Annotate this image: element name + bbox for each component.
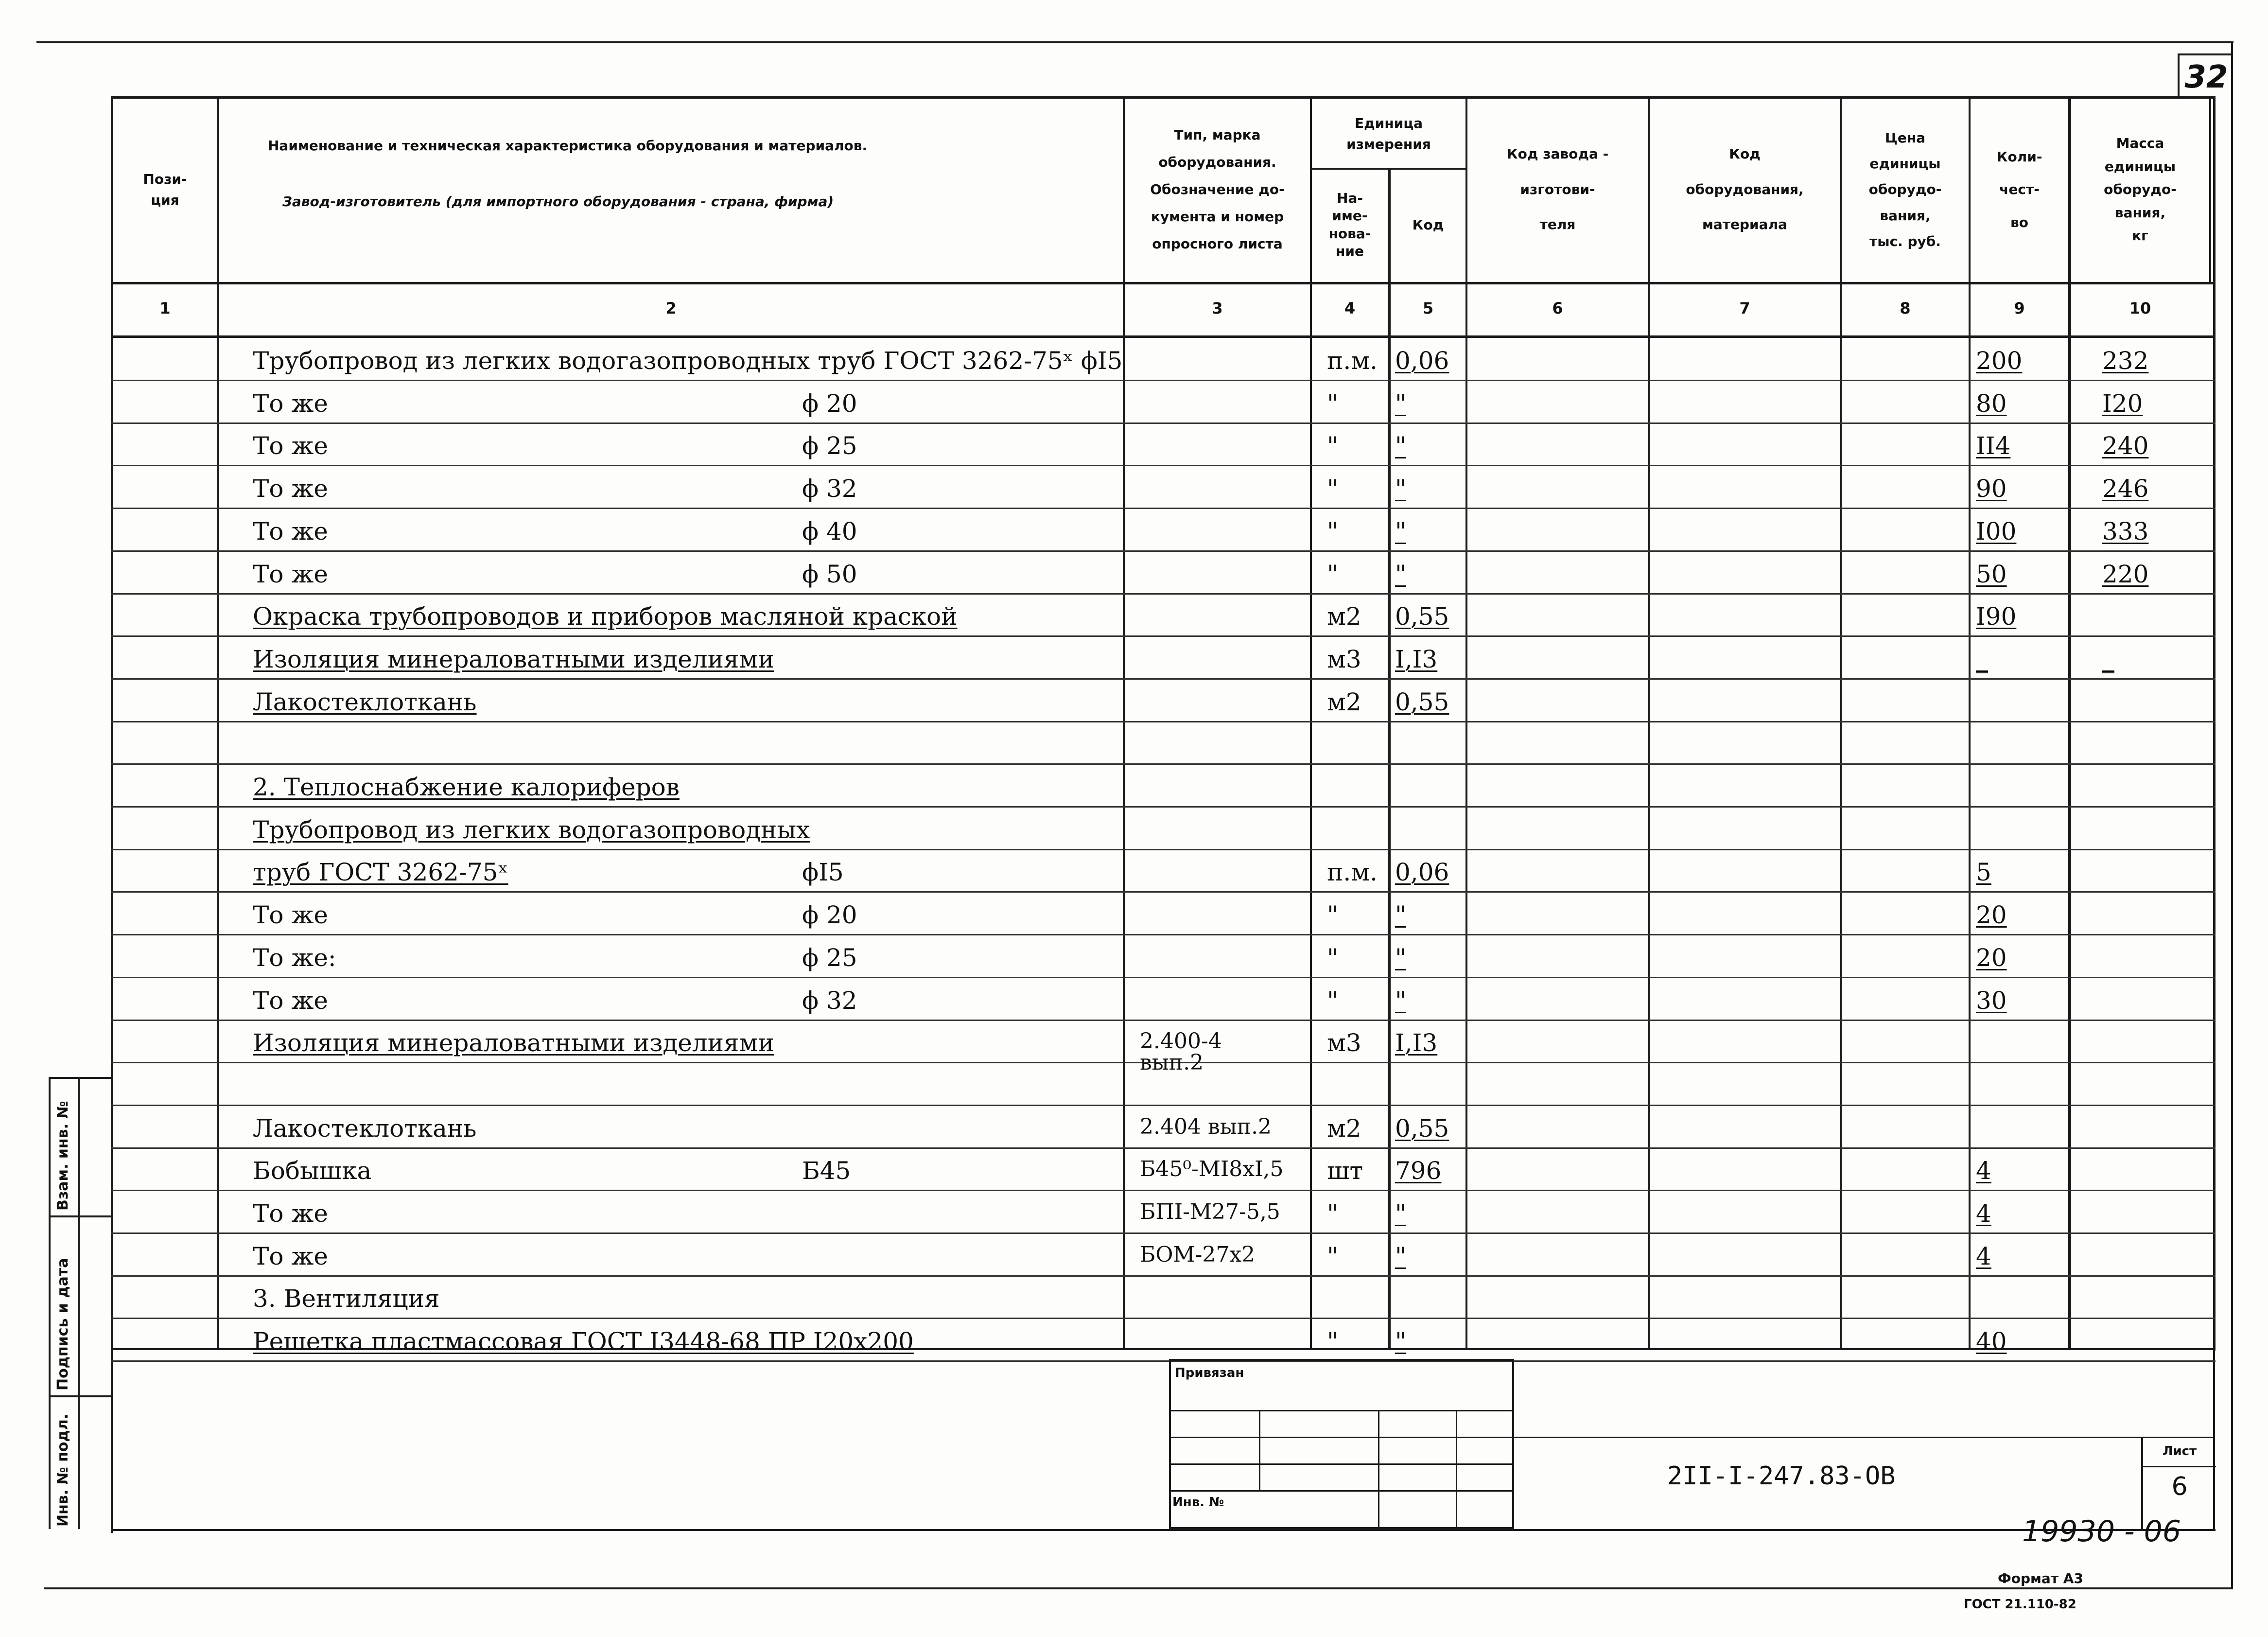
header-mass: Масса единицы оборудо- вания, кг	[2104, 135, 2177, 244]
row-unit: м2	[1327, 602, 1361, 631]
colnum-3: 3	[1212, 299, 1223, 317]
row-unit: "	[1327, 475, 1338, 503]
row-code: "	[1395, 560, 1406, 588]
row-name: То же	[253, 901, 328, 929]
row-type: 2.400-4 вып.2	[1140, 1029, 1222, 1075]
row-name: 2. Теплоснабжение калориферов	[253, 773, 680, 801]
row-quantity: 200	[1976, 347, 2023, 375]
table-row-line	[111, 1190, 2216, 1191]
stamp-left-line	[111, 1348, 113, 1533]
frame-top-line	[36, 41, 2233, 43]
row-unit: м2	[1327, 1114, 1361, 1143]
row-unit: м3	[1327, 645, 1361, 673]
table-row-line	[111, 891, 2216, 893]
row-code: 0,06	[1395, 858, 1449, 886]
row-diameter: ϕ 32	[802, 475, 857, 503]
row-diameter: ϕ 25	[802, 432, 857, 460]
table-row-line	[111, 934, 2216, 935]
row-quantity: I90	[1976, 602, 2017, 631]
row-unit: "	[1327, 1242, 1338, 1270]
row-unit: "	[1327, 432, 1338, 460]
header-type: Тип, марка оборудования. Обозначение до- кумента и номер опросного листа	[1150, 127, 1285, 252]
row-code: "	[1395, 1242, 1406, 1270]
row-quantity: 4	[1976, 1157, 1991, 1185]
row-name: То же	[253, 1199, 328, 1228]
sheet-number-box	[2178, 53, 2233, 99]
row-quantity: II4	[1976, 432, 2011, 460]
row-quantity: 50	[1976, 560, 2007, 588]
row-mass: 220	[2102, 560, 2149, 588]
row-unit: "	[1327, 986, 1338, 1015]
table-row-line	[111, 1318, 2216, 1319]
stamp-col-1	[1259, 1410, 1260, 1490]
col-line-10	[2209, 96, 2211, 283]
row-diameter: Б45	[802, 1157, 851, 1185]
side-strip-div2	[49, 1395, 111, 1397]
handwritten-number: 19930 - 06	[2022, 1514, 2181, 1549]
row-mass: 333	[2102, 517, 2149, 546]
row-unit: п.м.	[1327, 858, 1378, 886]
table-left-line	[111, 96, 113, 1351]
header-price: Цена единицы оборудо- вания, тыс. руб.	[1868, 130, 1942, 249]
colnum-7: 7	[1739, 299, 1750, 317]
side-label-vzam-inv: Взам. инв. №	[54, 1101, 71, 1211]
side-strip-div1	[49, 1215, 111, 1217]
row-diameter: ϕ 50	[802, 560, 857, 588]
table-row-line	[111, 422, 2216, 424]
row-diameter: ϕ 25	[802, 944, 857, 972]
row-mass: 240	[2102, 432, 2149, 460]
row-name: Лакостеклоткань	[253, 688, 477, 716]
row-code: 0,55	[1395, 1114, 1449, 1143]
sheet-number: 32	[2184, 59, 2228, 95]
row-code: "	[1395, 432, 1406, 460]
row-name: То же	[253, 986, 328, 1015]
row-unit: шт	[1327, 1157, 1363, 1185]
row-diameter: ϕI5	[802, 858, 844, 886]
header-equipment-code: Код оборудования, материала	[1686, 145, 1804, 233]
stamp-row-3	[1169, 1463, 1514, 1465]
side-strip-left	[49, 1077, 51, 1529]
row-name: Окраска трубопроводов и приборов масляной краской	[253, 602, 958, 631]
row-quantity: I00	[1976, 517, 2017, 546]
row-name: То же	[253, 432, 328, 460]
unit-sub-line	[1310, 168, 1465, 170]
row-mass: I20	[2102, 389, 2143, 418]
table-row-line	[111, 763, 2216, 765]
row-quantity: 4	[1976, 1199, 1991, 1228]
row-code: I,I3	[1395, 645, 1438, 673]
row-name: Изоляция минераловатными изделиями	[253, 1029, 774, 1057]
document-code: 2II-I-247.83-ОВ	[1667, 1461, 1896, 1491]
row-unit: "	[1327, 944, 1338, 972]
row-type: БПI-М27-5,5	[1140, 1199, 1280, 1224]
stamp-inv-label: Инв. №	[1172, 1495, 1224, 1510]
stamp-col-2	[1378, 1410, 1379, 1529]
row-code: "	[1395, 901, 1406, 929]
row-quantity: 90	[1976, 475, 2007, 503]
row-name: То же:	[253, 944, 336, 972]
table-row-line	[111, 1275, 2216, 1277]
table-row-line	[111, 593, 2216, 595]
row-name: То же	[253, 475, 328, 503]
row-code: 0,06	[1395, 347, 1449, 375]
row-unit: п.м.	[1327, 347, 1378, 375]
row-code: "	[1395, 475, 1406, 503]
gost-label: ГОСТ 21.110-82	[1964, 1597, 2076, 1612]
colnum-4: 4	[1344, 299, 1356, 317]
table-row-line	[111, 508, 2216, 509]
header-unit-code: Код	[1412, 216, 1444, 233]
row-code: 0,55	[1395, 688, 1449, 716]
row-name: То же	[253, 517, 328, 546]
colnum-8: 8	[1900, 299, 1911, 317]
row-quantity: 20	[1976, 944, 2007, 972]
row-unit: "	[1327, 1199, 1338, 1228]
row-name: То же	[253, 389, 328, 418]
row-unit: "	[1327, 560, 1338, 588]
table-row-line	[111, 806, 2216, 808]
row-mass: _	[2102, 645, 2114, 673]
row-quantity: 4	[1976, 1242, 1991, 1270]
header-name-line1: Наименование и техническая характеристика оборудования и материалов.	[268, 138, 868, 154]
stamp-col-3	[1456, 1410, 1457, 1529]
stamp-doc-top-line	[1514, 1437, 2214, 1438]
row-code: "	[1395, 1199, 1406, 1228]
header-name-line2: Завод-изготовитель (для импортного оборудования - страна, фирма)	[282, 194, 834, 210]
row-name: Бобышка	[253, 1157, 372, 1185]
header-unit-name: На- име- нова- ние	[1328, 190, 1371, 259]
side-strip-top	[49, 1077, 111, 1079]
stamp-list-label: Лист	[2143, 1437, 2216, 1467]
row-quantity: 5	[1976, 858, 1991, 886]
row-quantity: 30	[1976, 986, 2007, 1015]
row-name: Лакостеклоткань	[253, 1114, 477, 1143]
stamp-row-4	[1169, 1490, 1514, 1492]
side-label-signature-date: Подпись и дата	[54, 1258, 71, 1391]
row-code: "	[1395, 986, 1406, 1015]
row-code: "	[1395, 389, 1406, 418]
stamp-privyazan-label: Привязан	[1175, 1366, 1244, 1380]
stamp-row-2	[1169, 1437, 1514, 1438]
header-bottom-line	[111, 282, 2216, 284]
row-name: труб ГОСТ 3262-75ˣ	[253, 858, 508, 886]
colnum-bottom-line	[111, 335, 2216, 338]
header-maker-code: Код завода - изготови- теля	[1506, 145, 1609, 233]
colnum-6: 6	[1552, 299, 1563, 317]
table-row-line	[111, 678, 2216, 680]
table-row-line	[111, 635, 2216, 637]
row-unit: "	[1327, 389, 1338, 418]
col-line-4	[1388, 168, 1391, 1348]
table-row-line	[111, 1147, 2216, 1149]
stamp-bottom-line	[111, 1529, 2216, 1531]
row-mass: 246	[2102, 475, 2149, 503]
colnum-2: 2	[665, 299, 677, 317]
row-unit: м2	[1327, 688, 1361, 716]
row-code: "	[1395, 944, 1406, 972]
frame-bottom-line	[44, 1587, 2233, 1589]
table-right-line	[2213, 96, 2216, 1351]
row-type: Б45⁰-МI8xI,5	[1140, 1157, 1284, 1181]
header-position: Пози- ция	[143, 171, 187, 208]
table-row-line	[111, 1360, 2216, 1362]
header-unit: Единица измерения	[1346, 115, 1431, 152]
row-quantity: 20	[1976, 901, 2007, 929]
row-unit: "	[1327, 901, 1338, 929]
table-row-line	[111, 721, 2216, 722]
row-type: 2.404 вып.2	[1140, 1114, 1272, 1139]
row-name: То же	[253, 1242, 328, 1270]
side-strip-right	[78, 1077, 80, 1529]
row-quantity: 40	[1976, 1327, 2007, 1355]
header-quantity: Коли- чест- во	[1996, 149, 2042, 230]
table-row-line	[111, 380, 2216, 381]
table-row-line	[111, 1105, 2216, 1106]
table-row-line	[111, 465, 2216, 466]
row-name: То же	[253, 560, 328, 588]
colnum-10: 10	[2129, 299, 2151, 317]
row-code: I,I3	[1395, 1029, 1438, 1057]
table-row-line	[111, 1020, 2216, 1021]
row-diameter: ϕ 32	[802, 986, 857, 1015]
format-label: Формат А3	[1998, 1570, 2083, 1586]
colnum-1: 1	[159, 299, 171, 317]
row-name: Изоляция минераловатными изделиями	[253, 645, 774, 673]
row-name: Решетка пластмассовая ГОСТ I3448-68 ПР I20x200	[253, 1327, 914, 1355]
colnum-9: 9	[2014, 299, 2025, 317]
row-code: 0,55	[1395, 602, 1449, 631]
row-name: Трубопровод из легких водогазопроводных	[253, 816, 810, 844]
row-type: БОМ-27x2	[1140, 1242, 1256, 1267]
row-code: "	[1395, 517, 1406, 546]
table-row-line	[111, 1232, 2216, 1234]
row-code: 796	[1395, 1157, 1442, 1185]
row-quantity: 80	[1976, 389, 2007, 418]
stamp-list-number: 6	[2171, 1472, 2188, 1501]
table-top-line	[111, 96, 2216, 99]
row-name: Трубопровод из легких водогазопроводных труб ГОСТ 3262-75ˣ ϕI5	[253, 347, 1123, 375]
side-label-inv-podl: Инв. № подл.	[54, 1413, 71, 1527]
row-diameter: ϕ 20	[802, 389, 857, 418]
row-quantity: _	[1976, 645, 1988, 673]
row-diameter: ϕ 20	[802, 901, 857, 929]
table-row-line	[111, 977, 2216, 978]
frame-right-line	[2231, 41, 2233, 1587]
row-unit: "	[1327, 1327, 1338, 1355]
row-diameter: ϕ 40	[802, 517, 857, 546]
stamp-row-1	[1169, 1410, 1514, 1411]
row-unit: "	[1327, 517, 1338, 546]
table-row-line	[111, 849, 2216, 850]
colnum-5: 5	[1422, 299, 1434, 317]
row-mass: 232	[2102, 347, 2149, 375]
row-unit: м3	[1327, 1029, 1361, 1057]
table-row-line	[111, 550, 2216, 552]
row-code: "	[1395, 1327, 1406, 1355]
row-name: 3. Вентиляция	[253, 1285, 440, 1313]
